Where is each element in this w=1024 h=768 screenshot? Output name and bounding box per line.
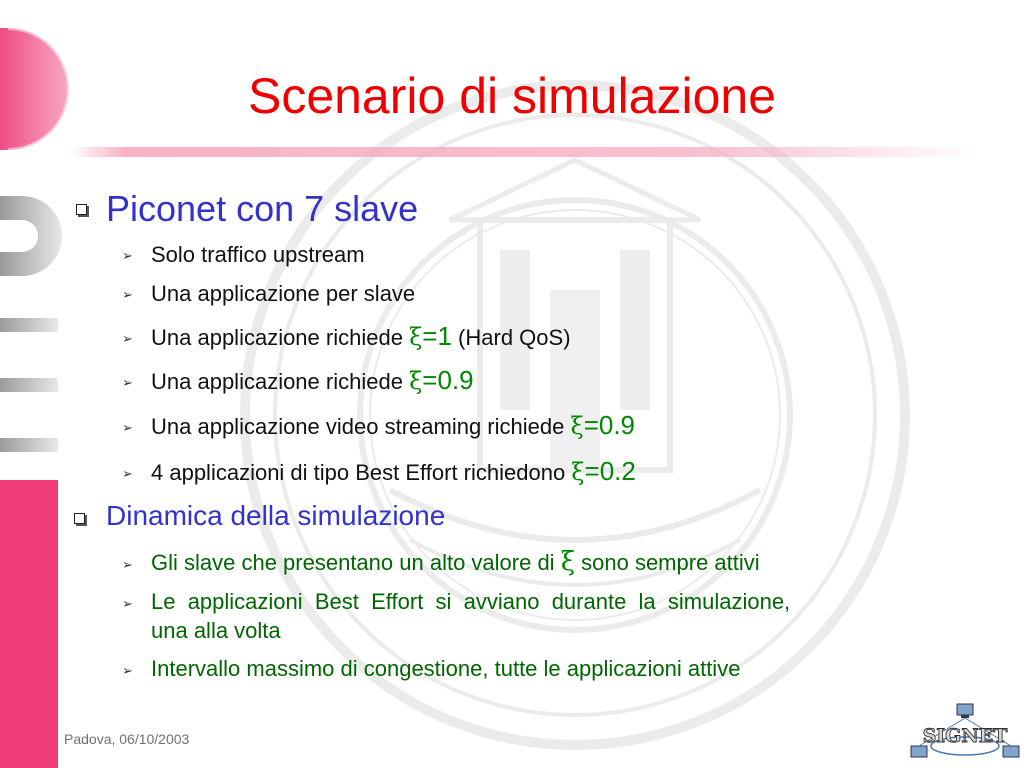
arrow-bullet-icon: ➢ xyxy=(122,466,133,481)
list-item xyxy=(151,547,760,577)
list-item: Una applicazione per slave xyxy=(151,281,416,306)
list-item xyxy=(151,365,474,396)
arrow-bullet-icon: ➢ xyxy=(122,248,133,263)
signet-logo xyxy=(905,700,1023,766)
list-item-suffix: sono sempre attivi xyxy=(575,550,760,575)
xi-value: =1 xyxy=(422,321,452,351)
arrow-bullet-icon: ➢ xyxy=(122,663,133,678)
list-item-text: Una applicazione video streaming richiede xyxy=(151,414,571,439)
xi-symbol: ξ xyxy=(570,412,584,440)
logo-text: SIGNET xyxy=(922,725,1008,747)
list-item: Solo traffico upstream xyxy=(151,242,365,267)
arrow-bullet-icon: ➢ xyxy=(122,375,133,390)
list-item-text: 4 applicazioni di tipo Best Effort richiedono xyxy=(151,460,572,485)
xi-symbol: ξ xyxy=(571,458,585,486)
list-item xyxy=(151,456,636,487)
xi-symbol: ξ xyxy=(409,323,423,351)
xi-symbol: ξ xyxy=(409,367,423,395)
list-item xyxy=(151,321,571,352)
list-item-text: Gli slave che presentano un alto valore di xyxy=(151,550,561,575)
arrow-bullet-icon: ➢ xyxy=(122,596,133,611)
xi-symbol: ξ xyxy=(560,547,576,577)
xi-value: =0.9 xyxy=(422,365,474,395)
list-item-continuation: una alla volta xyxy=(151,618,281,643)
arrow-bullet-icon: ➢ xyxy=(122,331,133,346)
section-heading: Piconet con 7 slave xyxy=(106,188,419,229)
slide-title: Scenario di simulazione xyxy=(247,68,777,124)
list-item-text: Una applicazione richiede xyxy=(151,325,410,350)
list-item-suffix: (Hard QoS) xyxy=(451,325,571,350)
footer-date: Padova, 06/10/2003 xyxy=(64,731,190,747)
xi-value: =0.2 xyxy=(584,456,636,486)
square-bullet-icon xyxy=(76,204,87,215)
section-heading: Dinamica della simulazione xyxy=(106,500,446,531)
square-bullet-icon xyxy=(74,513,85,524)
arrow-bullet-icon: ➢ xyxy=(122,420,133,435)
list-item: Le applicazioni Best Effort si avviano durante la simulazione, xyxy=(151,589,791,614)
title-underline xyxy=(70,147,980,157)
xi-value: =0.9 xyxy=(583,410,636,440)
list-item: Intervallo massimo di congestione, tutte le applicazioni attive xyxy=(151,656,741,681)
list-item-text: Una applicazione richiede xyxy=(151,369,410,394)
arrow-bullet-icon: ➢ xyxy=(122,557,133,572)
list-item xyxy=(151,410,635,441)
arrow-bullet-icon: ➢ xyxy=(122,287,133,302)
